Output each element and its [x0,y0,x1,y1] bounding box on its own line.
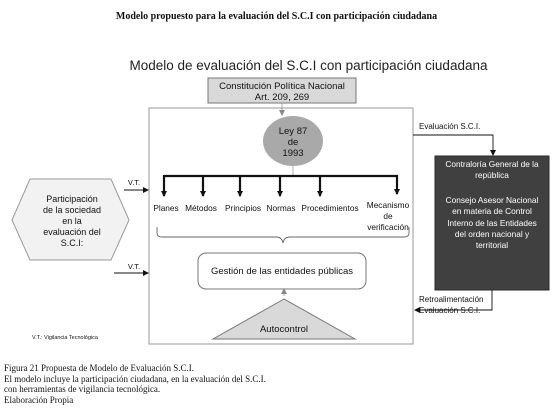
branch-principios: Principios [225,203,261,213]
council-line-5: territorial [475,240,509,250]
management-box [198,253,366,289]
council-line-2: en materia de Control [452,206,532,216]
law-ellipse [263,116,323,166]
constitution-line-1: Constitución Política Nacional [219,81,345,92]
society-line-4: evaluación del [43,227,101,237]
contraloria-line-2: república [475,170,509,180]
diagram-title: Modelo de evaluación del S.C.I con participación ciudadana [129,58,488,73]
vt-label-bottom: V.T. [127,262,141,271]
vt-label-top: V.T. [127,178,141,187]
constitution-line-2: Art. 209, 269 [254,92,310,103]
society-line-3: en la [62,216,82,226]
society-line-1: Participación [46,194,98,204]
caption-line-2: El modelo incluye la participación ciudadana, en la evaluación del S.C.I. [4,373,266,384]
contraloria-box [435,156,549,290]
branch-normas: Normas [266,203,296,213]
feedback-line-1: Retroalimentación [419,295,484,304]
feedback-line-2: Evaluación S.C.I. [419,306,481,315]
society-line-2: de la sociedad [42,205,102,215]
branch-bracket [164,175,398,196]
page-title: Modelo propuesto para la evaluación del S.C.I con participación ciudadana [115,11,438,22]
branch-mecanismo-line-2: de [383,211,393,221]
contraloria-line-1: Contraloría General de la [445,159,539,169]
law-line-1: Ley 87 [278,126,308,137]
figure-caption [4,363,266,405]
law-line-3: 1993 [282,148,304,159]
caption-line-1: Figura 21 Propuesta de Modelo de Evaluación S.C.I. [4,363,194,373]
evaluation-label: Evaluación S.C.I. [419,122,481,131]
branch-mecanismo-line-1: Mecanismo [366,200,410,210]
constitution-box [208,78,356,103]
society-hexagon [12,179,129,260]
council-line-4: del orden nacional y [454,229,530,239]
caption-line-3: con herramientas de vigilancia tecnológica. [4,384,161,395]
council-line-3: Interno de las Entidades [447,218,537,228]
caption-line-4: Elaboración Propia [4,394,74,405]
law-line-2: de [287,137,299,148]
autocontrol-label: Autocontrol [259,324,309,335]
management-label: Gestión de las entidades públicas [210,266,354,277]
branch-procedimientos: Procedimientos [301,203,359,213]
branch-mecanismo-line-3: verificación [367,222,409,232]
autocontrol-triangle [213,299,355,339]
branch-planes: Planes [153,203,179,213]
evaluation-arrow [413,135,493,155]
society-line-5: S.C.I: [60,238,84,248]
council-line-1: Consejo Asesor Nacional [445,195,539,205]
branch-metodos: Métodos [185,203,217,213]
vt-note: V.T.: Vigilancia Tecnológica [32,335,98,341]
